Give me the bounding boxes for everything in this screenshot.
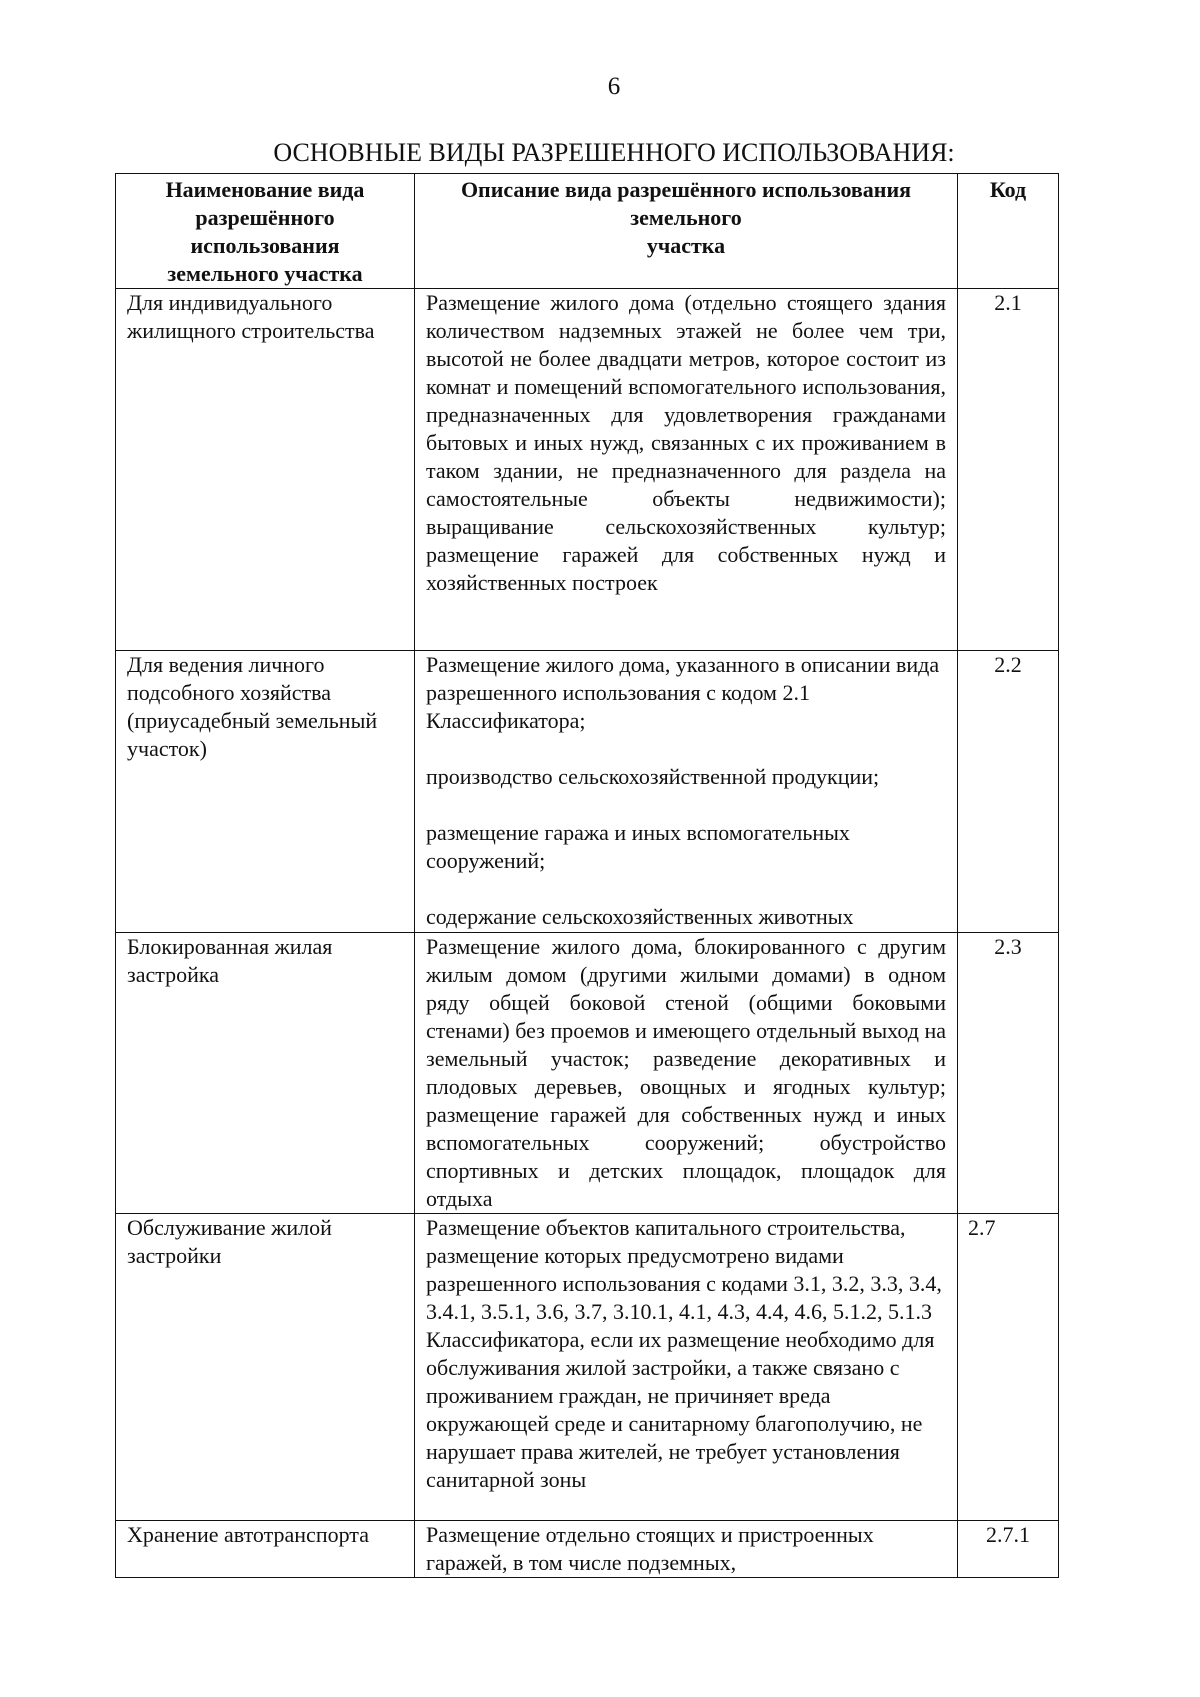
table-row bbox=[116, 1521, 1059, 1578]
description-paragraph: размещение гаража и иных вспомогательных сооружений; bbox=[426, 820, 850, 873]
use-name: Блокированная жилая застройка bbox=[116, 933, 415, 1214]
use-name: Для ведения личного подсобного хозяйства (приусадебный земельный участок) bbox=[116, 651, 415, 933]
table-header-row bbox=[116, 174, 1059, 289]
use-name: Обслуживание жилой застройки bbox=[116, 1214, 415, 1521]
use-description bbox=[415, 289, 958, 651]
header-description-line: участка bbox=[646, 233, 726, 258]
table-row bbox=[116, 933, 1059, 1214]
description-paragraph: Размещение жилого дома (отдельно стоящего здания количеством надземных этажей не более чем три, высотой не более двадцати метров, которое состоит из комнат и помещений вспомогательного использования, предназначенных для удовлетворения гражданами бытовых и иных нужд, связанных с их проживанием в таком здании, не предназначенного для раздела на самостоятельные объекты недвижимости); выращивание сельскохозяйственных культур; размещение гаражей для собственных нужд и хозяйственных построек bbox=[426, 290, 946, 595]
header-name-line: Наименование вида bbox=[165, 177, 365, 202]
header-description-line: Описание вида разрешённого использования bbox=[460, 177, 912, 202]
use-name: Хранение автотранспорта bbox=[116, 1521, 415, 1578]
header-name bbox=[116, 174, 415, 289]
header-description bbox=[415, 174, 958, 289]
header-name-line: разрешённого bbox=[195, 205, 335, 230]
use-code: 2.2 bbox=[958, 651, 1059, 933]
use-description bbox=[415, 1521, 958, 1578]
description-paragraph: Размещение объектов капитального строительства, размещение которых предусмотрено видами разрешенного использования с кодами 3.1, 3.2, 3.3, 3.4, 3.4.1, 3.5.1, 3.6, 3.7, 3.10.1, 4.1, 4.3, 4.4, 4.6, 5.1.2, 5.1.3 Классификатора, если их размещение необходимо для обслуживания жилой застройки, а также связано с проживанием граждан, не причиняет вреда окружающей среде и санитарному благополучию, не нарушает права жителей, не требует установления санитарной зоны bbox=[426, 1215, 942, 1492]
table-row bbox=[116, 651, 1059, 933]
table-row bbox=[116, 1214, 1059, 1521]
description-paragraph: Размещение жилого дома, блокированного с другим жилым домом (другими жилыми домами) в одном ряду общей боковой стеной (общими боковыми стенами) без проемов и имеющего отдельный выход на земельный участок; разведение декоративных и плодовых деревьев, овощных и ягодных культур; размещение гаражей для собственных нужд и иных вспомогательных сооружений; обустройство спортивных и детских площадок, площадок для отдыха bbox=[426, 934, 946, 1211]
description-paragraph: Размещение жилого дома, указанного в описании вида разрешенного использования с кодом 2.1 Классификатора; bbox=[426, 652, 940, 733]
use-code: 2.1 bbox=[958, 289, 1059, 651]
page-title: ОСНОВНЫЕ ВИДЫ РАЗРЕШЕННОГО ИСПОЛЬЗОВАНИЯ: bbox=[273, 138, 955, 167]
use-description bbox=[415, 933, 958, 1214]
description-paragraph: производство сельскохозяйственной продукции; bbox=[426, 764, 880, 789]
table-row bbox=[116, 289, 1059, 651]
description-paragraph: Размещение отдельно стоящих и пристроенных гаражей, в том числе подземных, bbox=[426, 1522, 874, 1575]
page-number: 6 bbox=[607, 73, 621, 100]
use-name: Для индивидуального жилищного строительства bbox=[116, 289, 415, 651]
use-code: 2.7.1 bbox=[958, 1521, 1059, 1578]
header-code: Код bbox=[958, 174, 1059, 289]
header-name-line: использования bbox=[190, 233, 340, 258]
use-code: 2.3 bbox=[958, 933, 1059, 1214]
use-code: 2.7 bbox=[958, 1214, 1059, 1521]
use-description bbox=[415, 1214, 958, 1521]
description-paragraph: содержание сельскохозяйственных животных bbox=[426, 904, 854, 929]
header-name-line: земельного участка bbox=[167, 261, 363, 286]
use-description bbox=[415, 651, 958, 933]
permitted-use-table bbox=[115, 173, 1059, 1578]
header-description-line: земельного bbox=[630, 205, 742, 230]
